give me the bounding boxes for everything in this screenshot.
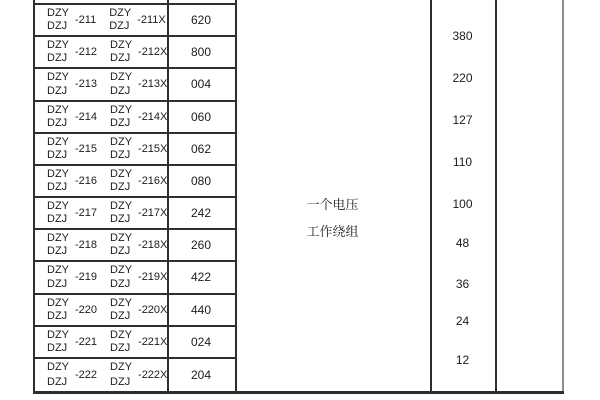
model-prefix-stack (110, 359, 132, 391)
model-prefix-bottom: DZJ (110, 84, 131, 97)
model-cell (35, 166, 167, 196)
model-prefix-bottom: DZJ (110, 277, 131, 290)
model-prefix-stack (110, 37, 132, 67)
model-prefix-top: DZY (47, 296, 69, 309)
model-suffix-x: -222X (138, 368, 168, 381)
code-cell: 422 (190, 270, 212, 285)
model-prefix-stack (110, 262, 132, 292)
model-prefix-bottom: DZJ (47, 309, 68, 322)
winding-note-line1: 一个电压 (306, 196, 359, 212)
voltage-value: 127 (452, 113, 473, 127)
code-cell: 004 (190, 77, 212, 92)
model-suffix: -219 (75, 271, 98, 284)
code-cell: 204 (190, 367, 212, 382)
model-cell (35, 5, 167, 35)
voltage-value: 380 (452, 29, 473, 43)
model-prefix-bottom: DZJ (47, 148, 68, 161)
model-prefix-stack (47, 37, 69, 67)
voltage-value: 220 (452, 71, 473, 85)
table-row (35, 230, 235, 262)
model-prefix-top: DZY (47, 103, 69, 116)
model-prefix-top: DZY (110, 71, 133, 84)
model-prefix-bottom: DZJ (47, 213, 68, 226)
table-row (35, 262, 235, 294)
table-row (35, 69, 235, 101)
model-prefix-bottom: DZJ (47, 341, 68, 354)
table-border-col2-col3 (235, 0, 237, 393)
model-prefix-bottom: DZJ (110, 213, 131, 226)
table-row (35, 5, 235, 37)
model-prefix-stack (110, 102, 132, 132)
model-prefix-stack (110, 134, 132, 164)
model-prefix-top: DZY (47, 39, 69, 52)
table-border-col1-col2 (167, 0, 169, 393)
code-cell: 620 (190, 13, 212, 28)
model-suffix: -216 (75, 174, 98, 187)
model-prefix-top: DZY (110, 135, 133, 148)
model-suffix-x: -211X (137, 14, 166, 27)
model-suffix-x: -214X (138, 110, 168, 123)
model-prefix-stack (47, 327, 69, 357)
model-prefix-bottom: DZJ (110, 116, 131, 129)
model-suffix-x: -217X (138, 207, 168, 220)
model-suffix: -217 (75, 207, 98, 220)
model-cell (35, 134, 167, 164)
table-row (35, 166, 235, 198)
model-prefix-top: DZY (109, 7, 132, 19)
code-cell: 260 (190, 238, 212, 253)
model-cell (35, 230, 167, 260)
table-border-top-divider (33, 3, 237, 5)
model-prefix-stack (47, 102, 69, 132)
model-prefix-bottom: DZJ (109, 20, 130, 33)
model-prefix-top: DZY (110, 296, 133, 309)
model-cell (35, 69, 167, 99)
table-border-left (33, 0, 35, 393)
code-cell: 440 (190, 302, 212, 317)
model-prefix-top: DZY (47, 232, 69, 245)
model-prefix-bottom: DZJ (47, 84, 68, 97)
model-prefix-bottom: DZJ (47, 376, 68, 388)
model-prefix-stack (47, 134, 69, 164)
model-prefix-stack (110, 198, 132, 228)
voltage-value: 12 (455, 353, 470, 367)
model-prefix-stack (110, 295, 132, 325)
model-prefix-top: DZY (47, 71, 69, 84)
table-border-col4-col5 (495, 0, 497, 393)
model-prefix-top: DZY (110, 200, 133, 212)
model-suffix: -212 (75, 46, 98, 59)
model-suffix: -215 (75, 142, 98, 155)
model-suffix: -220 (75, 303, 98, 316)
empty-cell (495, 0, 562, 391)
model-prefix-bottom: DZJ (110, 52, 131, 65)
model-suffix-x: -213X (138, 78, 168, 91)
voltage-column (430, 0, 495, 391)
voltage-value: 36 (455, 277, 470, 291)
table-border-bottom (33, 391, 564, 394)
model-prefix-bottom: DZJ (110, 245, 131, 258)
winding-note-cell (235, 0, 430, 391)
model-cell (35, 327, 167, 357)
code-cell: 024 (190, 334, 212, 349)
model-prefix-stack (47, 198, 69, 228)
model-prefix-stack (47, 5, 69, 35)
model-prefix-top: DZY (47, 264, 69, 277)
model-prefix-top: DZY (47, 135, 69, 148)
model-prefix-top: DZY (47, 7, 69, 19)
model-prefix-bottom: DZJ (110, 309, 131, 322)
model-prefix-stack (47, 69, 69, 99)
model-suffix-x: -221X (138, 335, 168, 348)
model-suffix: -218 (75, 239, 98, 252)
model-prefix-stack (110, 166, 132, 196)
code-cell: 060 (190, 109, 212, 124)
model-suffix: -211 (75, 14, 97, 27)
model-prefix-top: DZY (110, 103, 133, 116)
model-suffix: -214 (75, 110, 98, 123)
table-row (35, 295, 235, 327)
model-prefix-top: DZY (110, 232, 133, 245)
model-prefix-stack (47, 262, 69, 292)
model-prefix-stack (47, 230, 69, 260)
code-cell: 242 (190, 206, 212, 221)
model-cell (35, 198, 167, 228)
model-prefix-top: DZY (47, 360, 69, 373)
model-prefix-top: DZY (110, 328, 133, 341)
model-prefix-stack (47, 166, 69, 196)
voltage-value: 110 (452, 155, 473, 169)
voltage-value: 100 (452, 197, 473, 211)
model-cell (35, 262, 167, 292)
model-cell (35, 295, 167, 325)
table-border-col3-col4 (430, 0, 432, 393)
model-prefix-stack (47, 359, 69, 391)
model-prefix-top: DZY (110, 167, 133, 180)
model-prefix-top: DZY (47, 328, 69, 341)
model-prefix-bottom: DZJ (110, 341, 131, 354)
code-cell: 062 (190, 141, 212, 156)
model-prefix-bottom: DZJ (47, 52, 68, 65)
model-suffix-x: -220X (138, 303, 168, 316)
code-cell: 080 (190, 173, 212, 188)
voltage-value: 24 (455, 314, 470, 328)
model-suffix-x: -215X (138, 142, 168, 155)
model-cell (35, 359, 167, 391)
table-row (35, 102, 235, 134)
model-prefix-bottom: DZJ (47, 277, 68, 290)
table-row (35, 198, 235, 230)
model-prefix-bottom: DZJ (47, 181, 68, 193)
model-prefix-bottom: DZJ (47, 245, 68, 258)
model-prefix-top: DZY (47, 167, 69, 180)
spec-table (33, 0, 564, 396)
model-prefix-bottom: DZJ (110, 181, 131, 193)
model-suffix-x: -218X (138, 239, 168, 252)
table-row (35, 359, 235, 391)
model-prefix-bottom: DZJ (47, 20, 68, 33)
model-prefix-bottom: DZJ (110, 376, 131, 388)
voltage-value: 48 (455, 236, 470, 250)
model-rows (35, 5, 235, 391)
winding-note-line2: 工作绕组 (306, 223, 359, 239)
model-prefix-top: DZY (47, 200, 69, 212)
model-prefix-stack (110, 230, 132, 260)
model-prefix-stack (110, 327, 132, 357)
table-row (35, 327, 235, 359)
model-suffix-x: -219X (138, 271, 168, 284)
model-prefix-top: DZY (110, 39, 133, 52)
model-prefix-stack (110, 69, 132, 99)
table-row (35, 37, 235, 69)
model-prefix-bottom: DZJ (110, 148, 131, 161)
model-prefix-stack (47, 295, 69, 325)
model-prefix-bottom: DZJ (47, 116, 68, 129)
model-suffix-x: -212X (138, 46, 168, 59)
model-cell (35, 102, 167, 132)
model-prefix-top: DZY (110, 360, 133, 373)
model-prefix-stack (109, 5, 131, 35)
model-cell (35, 37, 167, 67)
model-suffix: -221 (75, 335, 98, 348)
code-cell: 800 (190, 45, 212, 60)
model-prefix-top: DZY (110, 264, 133, 277)
model-suffix-x: -216X (138, 174, 168, 187)
model-suffix: -213 (75, 78, 98, 91)
table-border-right (562, 0, 564, 393)
model-suffix: -222 (75, 368, 98, 381)
table-row (35, 134, 235, 166)
